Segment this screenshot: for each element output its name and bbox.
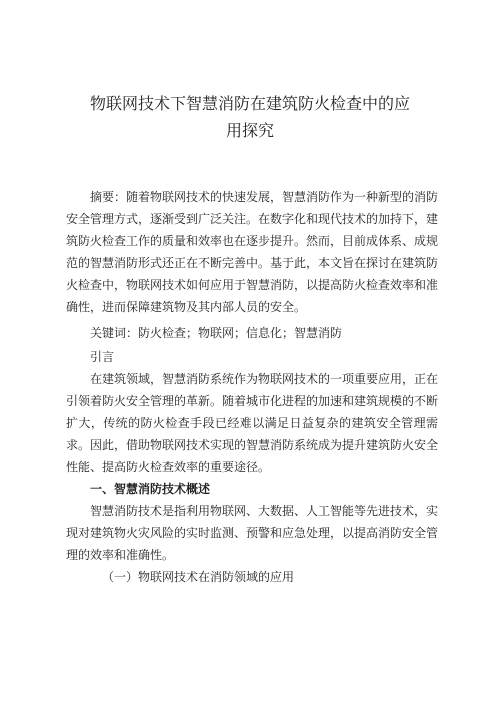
introduction-label: 引言	[90, 350, 115, 364]
abstract-paragraph: 摘要：随着物联网技术的快速发展，智慧消防作为一种新型的消防安全管理方式，逐渐受到广泛关注。在数字化和现代技术的加持下，建筑防火检查工作的质量和效率也在逐步提升。然而，目前成体系、成规范的智慧消防形式还正在不断完善中。基于此，本文旨在探讨在建筑防火检查中，物联网技术如何应用于智慧消防，以提高防火检查效率和准确性，进而保障建筑物及其内部人员的安全。	[66, 190, 439, 314]
title-line-1: 物联网技术下智慧消防在建筑防火检查中的应	[89, 94, 410, 113]
document-title	[60, 90, 440, 144]
document-body	[66, 186, 438, 588]
keywords-line: 关键词：防火检查；物联网；信息化；智慧消防	[90, 326, 343, 340]
section-1-heading: 一、智慧消防技术概述	[90, 482, 211, 496]
section-1-paragraph: 智慧消防技术是指利用物联网、大数据、人工智能等先进技术，实现对建筑物火灾风险的实时监测、预警和应急处理，以提高消防安全管理的效率和准确性。	[66, 504, 439, 562]
subsection-1-heading: （一）物联网技术在消防领域的应用	[102, 570, 295, 584]
introduction-paragraph: 在建筑领域，智慧消防系统作为物联网技术的一项重要应用，正在引领着防火安全管理的革新。随着城市化进程的加速和建筑规模的不断扩大，传统的防火检查手段已经难以满足日益复杂的建筑安全管理需求。因此，借助物联网技术实现的智慧消防系统成为提升建筑防火安全性能、提高防火检查效率的重要途径。	[66, 372, 439, 474]
title-line-2: 用探究	[225, 121, 274, 140]
